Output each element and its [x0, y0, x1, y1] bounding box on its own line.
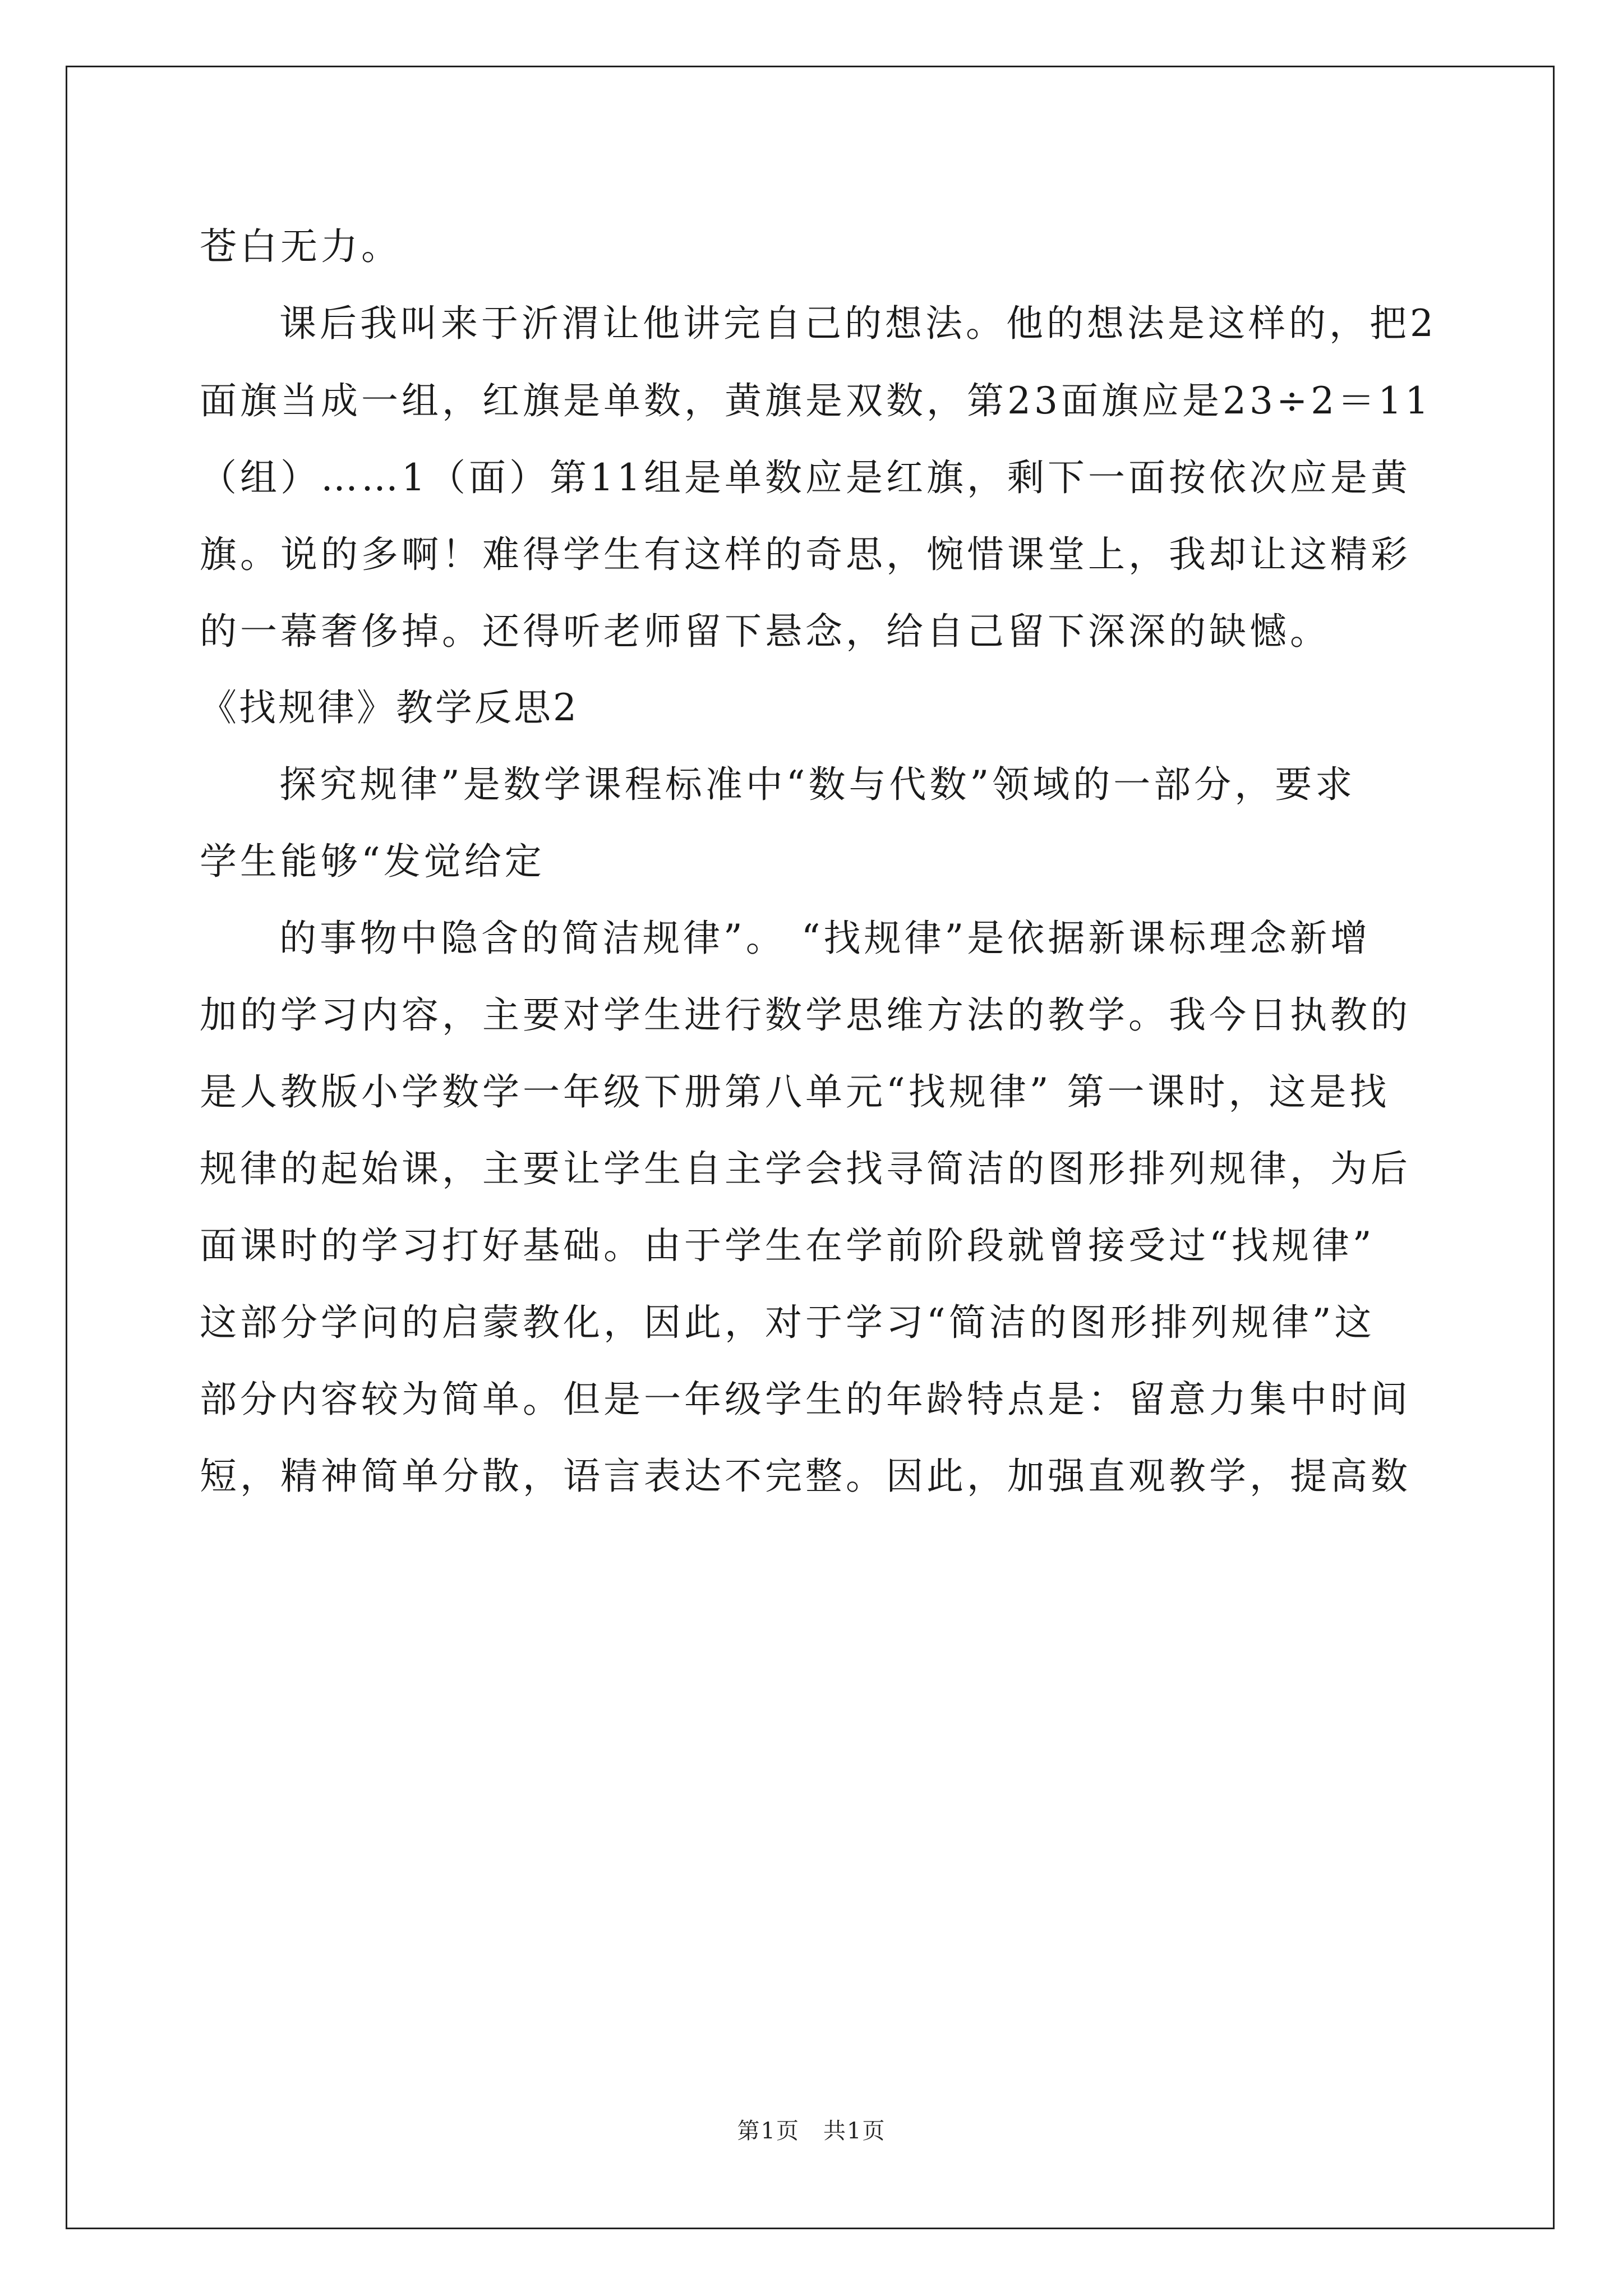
- text-line-13: 规律的起始课，主要让学生自主学会找寻简洁的图形排列规律，为后: [200, 1147, 1411, 1190]
- text-line-16: 部分内容较为简单。但是一年级学生的年龄特点是：留意力集中时间: [200, 1378, 1411, 1421]
- text-line-5: 旗。说的多啊！难得学生有这样的奇思，惋惜课堂上，我却让这精彩: [200, 533, 1411, 576]
- section-heading: 《找规律》教学反思2: [200, 686, 579, 729]
- text-line-14: 面课时的学习打好基础。由于学生在学前阶段就曾接受过“找规律”: [200, 1224, 1375, 1267]
- text-line-17: 短，精神简单分散，语言表达不完整。因此，加强直观教学，提高数: [200, 1455, 1411, 1498]
- text-line-11: 加的学习内容，主要对学生进行数学思维方法的教学。我今日执教的: [200, 993, 1411, 1037]
- text-line-10: 的事物中隐含的简洁规律”。 “找规律”是依据新课标理念新增: [279, 917, 1371, 960]
- text-line-15: 这部分学问的启蒙教化，因此，对于学习“简洁的图形排列规律”这: [200, 1301, 1375, 1344]
- text-line-1: 苍白无力。: [200, 225, 402, 268]
- text-line-6: 的一幕奢侈掉。还得听老师留下悬念，给自己留下深深的缺憾。: [200, 610, 1330, 653]
- text-line-4: （组）……1（面）第11组是单数应是红旗，剩下一面按依次应是黄: [200, 456, 1411, 499]
- page-footer: 第1页 共1页: [737, 2118, 886, 2144]
- text-line-12: 是人教版小学数学一年级下册第八单元“找规律” 第一课时，这是找: [200, 1070, 1390, 1114]
- text-line-8: 探究规律”是数学课程标准中“数与代数”领域的一部分，要求: [279, 763, 1356, 806]
- text-line-9: 学生能够“发觉给定: [200, 840, 545, 883]
- text-line-2: 课后我叫来于沂渭让他讲完自己的想法。他的想法是这样的，把2: [279, 302, 1437, 345]
- text-line-3: 面旗当成一组，红旗是单数，黄旗是双数，第23面旗应是23÷2＝11: [200, 379, 1432, 422]
